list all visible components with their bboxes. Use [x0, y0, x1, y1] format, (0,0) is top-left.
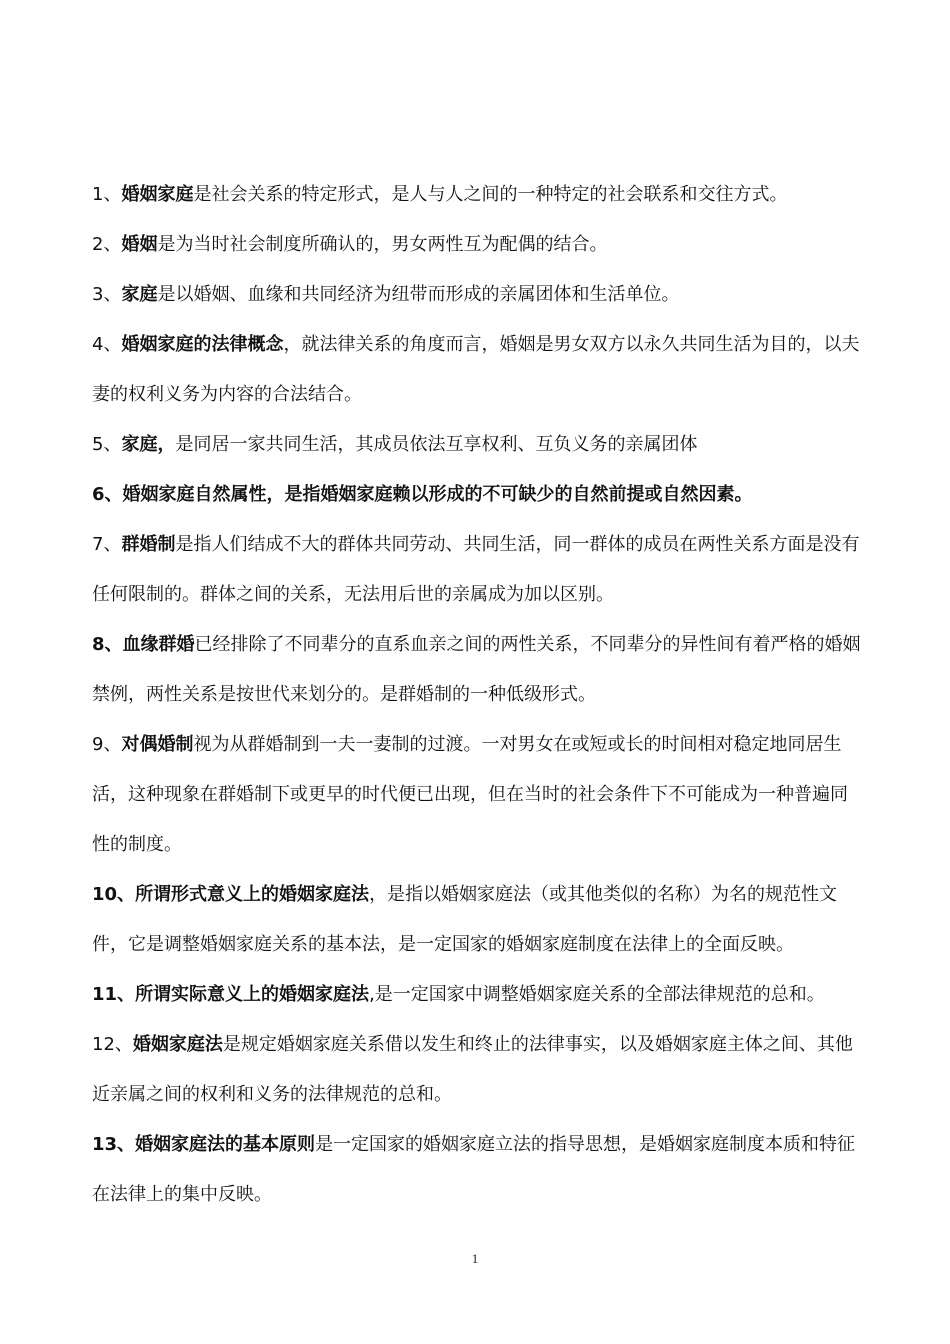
paragraph-10	[92, 870, 862, 970]
term: 婚姻家庭自然属性，是指婚姻家庭赖以形成的不可缺少的自然前提或自然因素。	[122, 484, 753, 505]
paragraph-number: 11、	[92, 984, 136, 1005]
term: 婚姻	[121, 234, 158, 255]
term: 婚姻家庭法	[132, 1034, 223, 1055]
paragraph-4	[92, 320, 862, 420]
page-number: 1	[471, 1251, 479, 1266]
paragraph-1	[92, 170, 862, 220]
definition: 视为从群婚制到一夫一妻制的过渡。一对男女在或短或长的时间相对稳定地同居生活，这种现象在群婚制下或更早的时代便已出现，但在当时的社会条件下不可能成为一种普遍同性的制度。	[92, 734, 848, 855]
paragraph-number: 10、	[92, 884, 136, 905]
definition: 已经排除了不同辈分的直系血亲之间的两性关系，不同辈分的异性间有着严格的婚姻禁例，两性关系是按世代来划分的。是群婚制的一种低级形式。	[92, 634, 861, 705]
term: 家庭，	[121, 434, 176, 455]
term: 对偶婚制	[121, 734, 194, 755]
paragraph-number: 1、	[92, 184, 122, 205]
document-body	[92, 170, 862, 1220]
paragraph-11	[92, 970, 862, 1020]
paragraph-number: 12、	[92, 1034, 133, 1055]
term: 婚姻家庭	[121, 184, 194, 205]
term: 所谓实际意义上的婚姻家庭法	[135, 984, 370, 1005]
term: 血缘群婚	[122, 634, 195, 655]
paragraph-number: 9、	[92, 734, 122, 755]
paragraph-number: 8、	[92, 634, 123, 655]
definition: 是规定婚姻家庭关系借以发生和终止的法律事实，以及婚姻家庭主体之间、其他近亲属之间的权利和义务的法律规范的总和。	[92, 1034, 853, 1105]
paragraph-number: 2、	[92, 234, 122, 255]
definition: 是同居一家共同生活，其成员依法互享权利、互负义务的亲属团体	[175, 434, 698, 455]
paragraph-8	[92, 620, 862, 720]
definition: ,是一定国家中调整婚姻家庭关系的全部法律规范的总和。	[369, 984, 825, 1005]
paragraph-7	[92, 520, 862, 620]
paragraph-13	[92, 1120, 862, 1220]
paragraph-number: 5、	[92, 434, 122, 455]
term: 群婚制	[121, 534, 176, 555]
paragraph-number: 13、	[92, 1134, 136, 1155]
term: 所谓形式意义上的婚姻家庭法	[135, 884, 370, 905]
paragraph-5	[92, 420, 862, 470]
paragraph-3	[92, 270, 862, 320]
paragraph-2	[92, 220, 862, 270]
term: 婚姻家庭的法律概念	[121, 334, 284, 355]
paragraph-6	[92, 470, 862, 520]
paragraph-12	[92, 1020, 862, 1120]
definition: 是为当时社会制度所确认的，男女两性互为配偶的结合。	[157, 234, 608, 255]
definition: ，就法律关系的角度而言，婚姻是男女双方以永久共同生活为目的，以夫妻的权利义务为内容的合法结合。	[92, 334, 860, 405]
definition: 是一定国家的婚姻家庭立法的指导思想，是婚姻家庭制度本质和特征在法律上的集中反映。	[92, 1134, 856, 1205]
paragraph-number: 3、	[92, 284, 122, 305]
paragraph-number: 6、	[92, 484, 123, 505]
paragraph-9	[92, 720, 862, 870]
definition: 是以婚姻、血缘和共同经济为纽带而形成的亲属团体和生活单位。	[157, 284, 680, 305]
definition: ，是指以婚姻家庭法（或其他类似的名称）为名的规范性文件，它是调整婚姻家庭关系的基本法，是一定国家的婚姻家庭制度在法律上的全面反映。	[92, 884, 838, 955]
paragraph-number: 4、	[92, 334, 122, 355]
paragraph-number: 7、	[92, 534, 122, 555]
definition: 是指人们结成不大的群体共同劳动、共同生活，同一群体的成员在两性关系方面是没有任何限制的。群体之间的关系，无法用后世的亲属成为加以区别。	[92, 534, 860, 605]
definition: 是社会关系的特定形式，是人与人之间的一种特定的社会联系和交往方式。	[193, 184, 788, 205]
term: 婚姻家庭法的基本原则	[135, 1134, 316, 1155]
term: 家庭	[121, 284, 158, 305]
